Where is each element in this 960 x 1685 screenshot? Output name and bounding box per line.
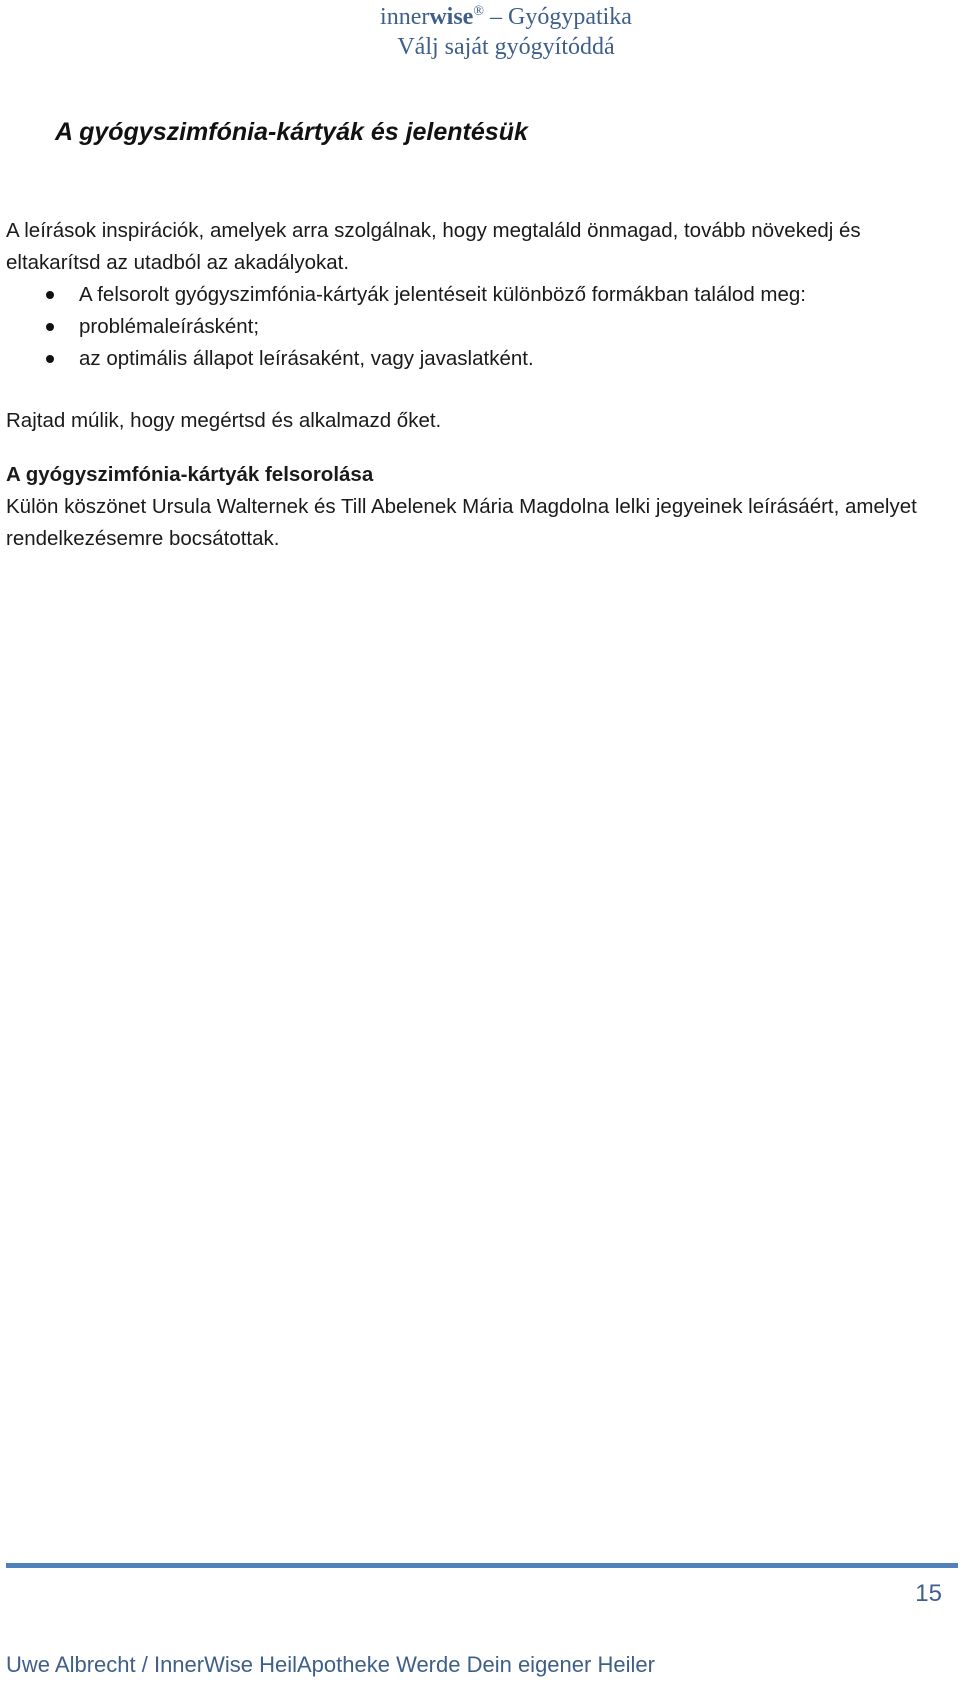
- brand-name-light: inner: [380, 4, 430, 30]
- brand-suffix: – Gyógypatika: [483, 4, 632, 30]
- list-item-text: az optimális állapot leírásaként, vagy javaslatként.: [79, 347, 534, 370]
- list-item: [6, 343, 958, 375]
- brand-line: [0, 2, 960, 32]
- list-item: [6, 311, 958, 343]
- page-header: [0, 2, 960, 62]
- header-tagline: Válj saját gyógyítóddá: [397, 34, 615, 60]
- brand-name-bold: wise: [429, 4, 474, 30]
- document-body: [6, 215, 958, 555]
- bullet-icon: [46, 355, 54, 363]
- list-item-text: problémaleírásként;: [79, 315, 260, 338]
- spacer: [6, 437, 958, 459]
- list-item: [6, 279, 958, 311]
- intro-paragraph: A leírások inspirációk, amelyek arra szolgálnak, hogy megtaláld önmagad, tovább növekedj és eltakarítsd az utadból az akadályokat.: [6, 219, 861, 274]
- bullet-list: [6, 279, 958, 375]
- closing-paragraph: Rajtad múlik, hogy megértsd és alkalmazd őket.: [6, 409, 442, 432]
- bullet-icon: [46, 323, 54, 331]
- registered-mark: ®: [473, 4, 484, 19]
- acknowledgement-paragraph: Külön köszönet Ursula Walternek és Till Abelenek Mária Magdolna lelki jegyeinek leírásáért, amelyet rendelkezésemre bocsátottak.: [6, 495, 917, 550]
- bullet-icon: [46, 291, 54, 299]
- page-title: A gyógyszimfónia-kártyák és jelentésük: [55, 118, 528, 146]
- footer-text: Uwe Albrecht / InnerWise HeilApotheke Werde Dein eigener Heiler: [6, 1652, 655, 1677]
- footer-divider: [6, 1563, 958, 1568]
- spacer: [6, 375, 958, 405]
- section-heading: A gyógyszimfónia-kártyák felsorolása: [6, 463, 374, 486]
- page-number: 15: [915, 1580, 942, 1607]
- list-item-text: A felsorolt gyógyszimfónia-kártyák jelentéseit különböző formákban találod meg:: [79, 283, 806, 306]
